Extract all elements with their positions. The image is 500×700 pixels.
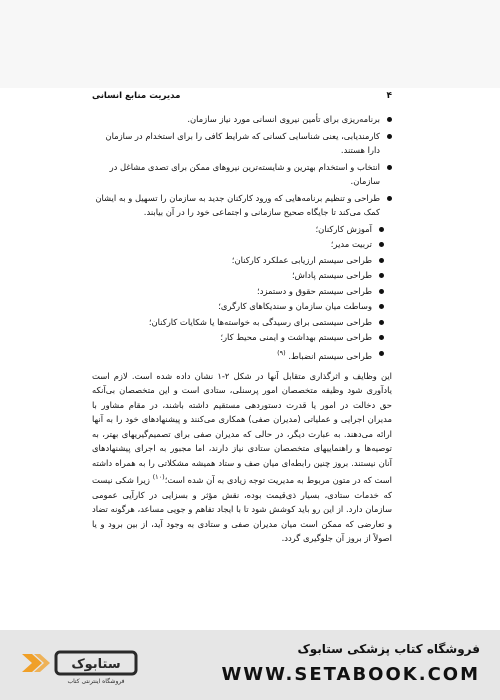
list-item <box>92 299 384 314</box>
bullet-list <box>92 112 392 220</box>
paragraph-text: زیرا شکی نیست که خدمات ستادی، بسیار ذی‌قیمت بوده، نقش مؤثر و بسزایی در کارآیی عمومی سازمان دارد. از این رو باید کوشش شود تا با ایجاد تفاهم و جویی مساعد، هرگونه تضاد و تعارضی که ممکن است میان مدیران صفی و ستادی به وجود آید، از بین برود و یا اصولاً از بروز آن جلوگیری گردد. <box>92 475 392 544</box>
bullet-icon <box>387 196 392 201</box>
paragraph-text: این وظایف و اثرگذاری متقابل آنها در شکل ۲-۱ نشان داده شده است. لازم است یادآوری شود وظیفه متخصصان امور پرسنلی، ستادی است و این متخصصان بی‌آنکه حق دخالت در امور یا قدرت دستوردهی مستقیم داشته باشند، در مقام مشاور با مدیران اجرایی و عملیاتی (مدیران صفی) همکاری می‌کنند و پیشنهادهای خود را به آنها ارائه می‌دهند. به عبارت دیگر، در حالی که مدیران صفی برای تصمیم‌گیریهای بهتر، به توصیه‌ها و راهنماییهای متخصصان ستادی نیاز دارند، اما مجبور به اجرای پیشنهادهای آنان نیستند. بروز چنین رابطه‌ای میان صف و ستاد همیشه مشکلاتی را به همراه داشته است که در متون مربوط به مدیریت توجه زیادی به آن شده است؛ <box>92 370 393 486</box>
page-header <box>92 88 392 104</box>
document-page <box>92 88 392 554</box>
bullet-text: طراحی سیستم حقوق و دستمزد؛ <box>257 285 372 296</box>
bullet-icon <box>379 289 384 294</box>
bullet-text: طراحی سیستم بهداشت و ایمنی محیط کار؛ <box>220 332 372 342</box>
list-item <box>92 315 384 330</box>
list-item <box>92 191 392 220</box>
list-item <box>92 268 384 283</box>
bullet-icon <box>379 320 384 325</box>
page-title: مدیریت منابع انسانی <box>92 90 181 101</box>
bullet-icon <box>379 351 384 356</box>
bullet-icon <box>387 134 392 139</box>
bullet-text: طراحی سیستمی برای رسیدگی به خواسته‌ها یا شکایات کارکنان؛ <box>148 316 372 327</box>
bullet-text: آموزش کارکنان؛ <box>315 223 372 234</box>
bullet-icon <box>379 304 384 309</box>
store-name: فروشگاه کتاب پزشکی ستابوک <box>297 642 480 656</box>
bullet-text: طراحی سیستم ارزیابی عملکرد کارکنان؛ <box>231 254 372 265</box>
body-paragraph <box>92 369 392 546</box>
list-item <box>92 330 384 345</box>
list-item <box>92 237 384 252</box>
footer-banner <box>0 630 500 700</box>
setabook-logo <box>20 640 140 686</box>
footnote-ref: (۹) <box>277 348 286 357</box>
bullet-icon <box>387 165 392 170</box>
bullet-text: انتخاب و استخدام بهترین و شایسته‌ترین نیروهای ممکن برای تصدی مشاغل در سازمان. <box>109 161 380 186</box>
sub-bullet-list <box>92 222 392 363</box>
footnote-ref: (۱۰) <box>152 473 165 482</box>
list-item <box>92 160 392 189</box>
bullet-icon <box>379 242 384 247</box>
bullet-icon <box>387 117 392 122</box>
list-item <box>92 129 392 158</box>
website-url[interactable]: WWW.SETABOOK.COM <box>221 664 480 685</box>
list-item <box>92 253 384 268</box>
bullet-text: طراحی سیستم پاداش؛ <box>291 270 372 280</box>
bullet-icon <box>379 258 384 263</box>
bullet-icon <box>379 273 384 278</box>
bullet-text: کارمندیابی، یعنی شناسایی کسانی که شرایط کافی را برای استخدام در سازمان دارا هستند. <box>105 130 380 155</box>
list-item <box>92 284 384 299</box>
bullet-icon <box>379 227 384 232</box>
page-number: ۴ <box>386 90 392 101</box>
list-item <box>92 112 392 127</box>
logo-text: ستابوک <box>71 657 121 672</box>
bullet-text: طراحی و تنظیم برنامه‌هایی که ورود کارکنان جدید به سازمان را تسهیل و به ایشان کمک می‌کند تا جایگاه صحیح سازمانی و اجتماعی خود را در آن بیابند. <box>95 192 380 217</box>
list-item <box>92 346 384 363</box>
logo-subtext: فروشگاه اینترنتی کتاب <box>67 678 125 685</box>
bullet-text: وساطت میان سازمان و سندیکاهای کارگری؛ <box>218 301 372 311</box>
bullet-icon <box>379 335 384 340</box>
bullet-text: تربیت مدیر؛ <box>330 239 372 249</box>
list-item <box>92 222 384 237</box>
bullet-text: برنامه‌ریزی برای تأمین نیروی انسانی مورد نیاز سازمان. <box>187 114 380 124</box>
page-top-margin <box>0 0 500 88</box>
bullet-text: طراحی سیستم انضباط. <box>288 350 372 361</box>
chevron-logo-icon <box>22 654 50 672</box>
